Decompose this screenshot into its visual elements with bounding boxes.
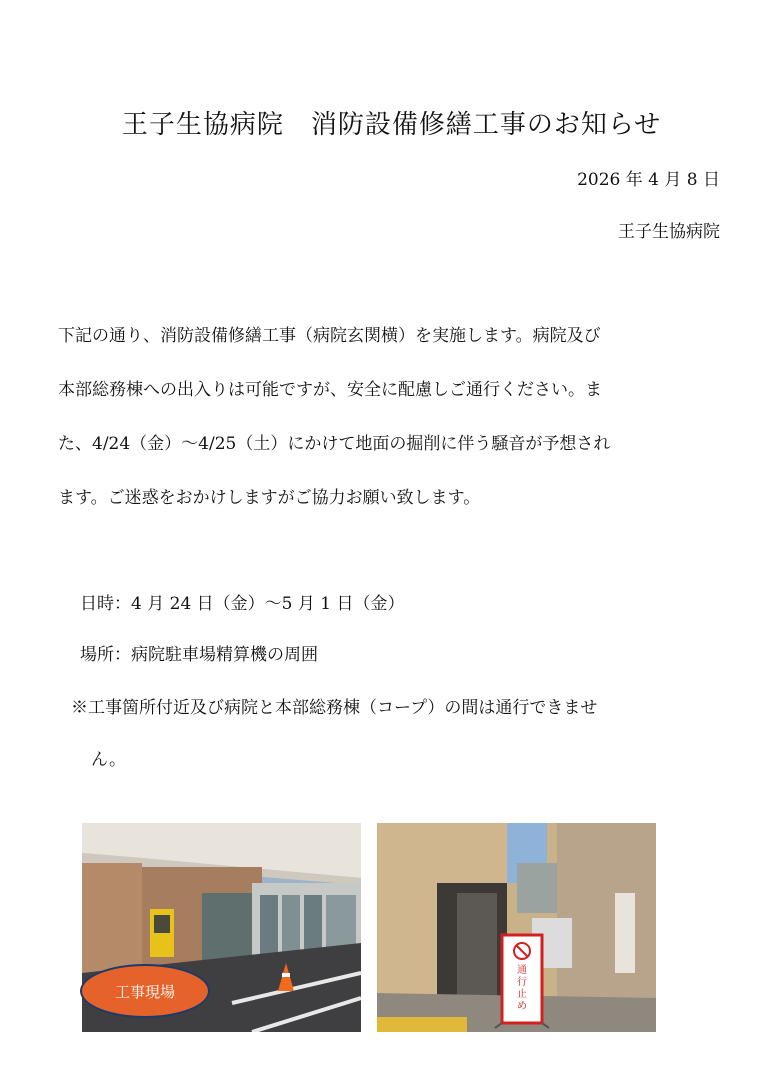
document-title: 王子生協病院 消防設備修繕工事のお知らせ (121, 110, 662, 140)
body-line-1: 下記の通り、消防設備修繕工事（病院玄関横）を実施します。病院及び (58, 326, 601, 346)
schedule-line: 日時：4 月 24 日（金）～5 月 1 日（金） (80, 594, 405, 614)
note-line-2: ん。 (91, 750, 127, 770)
body-line-2: 本部総務棟への出入りは可能ですが、安全に配慮しご通行ください。ま (58, 380, 602, 400)
issue-date: 2026 年 4 月 8 日 (577, 170, 720, 190)
note-line-1: ※工事箇所付近及び病院と本部総務棟（コープ）の間は通行できませ (71, 698, 598, 718)
construction-site-badge: 工事現場 (80, 964, 210, 1018)
sign-char-3: 止 (517, 989, 527, 1000)
body-line-4: ます。ご迷惑をおかけしますがご協力お願い致します。 (58, 488, 481, 508)
sign-char-1: 通 (517, 965, 527, 976)
issuer-name: 王子生協病院 (618, 222, 720, 242)
sign-char-4: め (517, 1001, 527, 1012)
location-line: 場所：病院駐車場精算機の周囲 (80, 645, 318, 665)
photo-closed-passage (377, 823, 656, 1032)
body-line-3: た、4/24（金）～4/25（土）にかけて地面の掘削に伴う騒音が予想され (58, 434, 611, 454)
sign-char-2: 行 (517, 977, 527, 988)
passage-illustration (377, 823, 656, 1032)
